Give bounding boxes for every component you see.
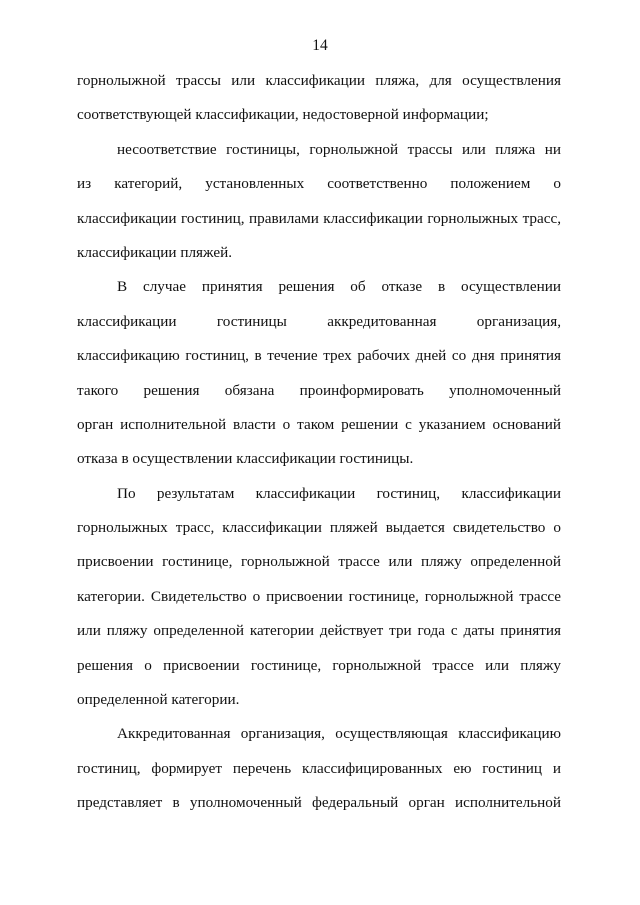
text-line: такого решения обязана проинформировать уполномоченный [77, 381, 561, 399]
text-line: категории. Свидетельство о присвоении гостинице, горнолыжной трассе [77, 587, 561, 605]
text-line: орган исполнительной власти о таком решении с указанием оснований [77, 415, 561, 433]
text-line: По результатам классификации гостиниц, классификации [117, 484, 561, 502]
text-line: соответствующей классификации, недостоверной информации; [77, 106, 489, 124]
text-line: классификации гостиниц, правилами классификации горнолыжных трасс, [77, 209, 561, 227]
text-line: отказа в осуществлении классификации гостиницы. [77, 450, 414, 468]
text-line: классификации пляжей. [77, 243, 232, 261]
text-line: гостиниц, формирует перечень классифицированных ею гостиниц и [77, 759, 561, 777]
text-line: присвоении гостинице, горнолыжной трассе или пляжу определенной [77, 553, 561, 571]
paragraph [77, 717, 561, 820]
paragraph [77, 64, 561, 133]
text-line: определенной категории. [77, 691, 240, 709]
paragraph [77, 270, 561, 476]
text-line: классификации гостиницы аккредитованная организация, [77, 312, 561, 330]
text-line: представляет в уполномоченный федеральный орган исполнительной [77, 794, 561, 812]
text-line: или пляжу определенной категории действует три года с даты принятия [77, 622, 561, 640]
document-body [77, 64, 561, 821]
text-line: решения о присвоении гостинице, горнолыжной трассе или пляжу [77, 656, 561, 674]
text-line: Аккредитованная организация, осуществляющая классификацию [117, 725, 561, 743]
text-line: несоответствие гостиницы, горнолыжной трассы или пляжа ни [117, 140, 561, 158]
text-line: В случае принятия решения об отказе в осуществлении [117, 278, 561, 296]
text-line: горнолыжной трассы или классификации пляжа, для осуществления [77, 72, 561, 89]
page-number: 14 [312, 37, 328, 54]
text-line: классификацию гостиниц, в течение трех рабочих дней со дня принятия [77, 347, 561, 365]
paragraph [77, 477, 561, 718]
text-line: горнолыжных трасс, классификации пляжей выдается свидетельство о [77, 519, 561, 537]
paragraph [77, 133, 561, 271]
text-line: из категорий, установленных соответственно положением о [77, 175, 561, 193]
